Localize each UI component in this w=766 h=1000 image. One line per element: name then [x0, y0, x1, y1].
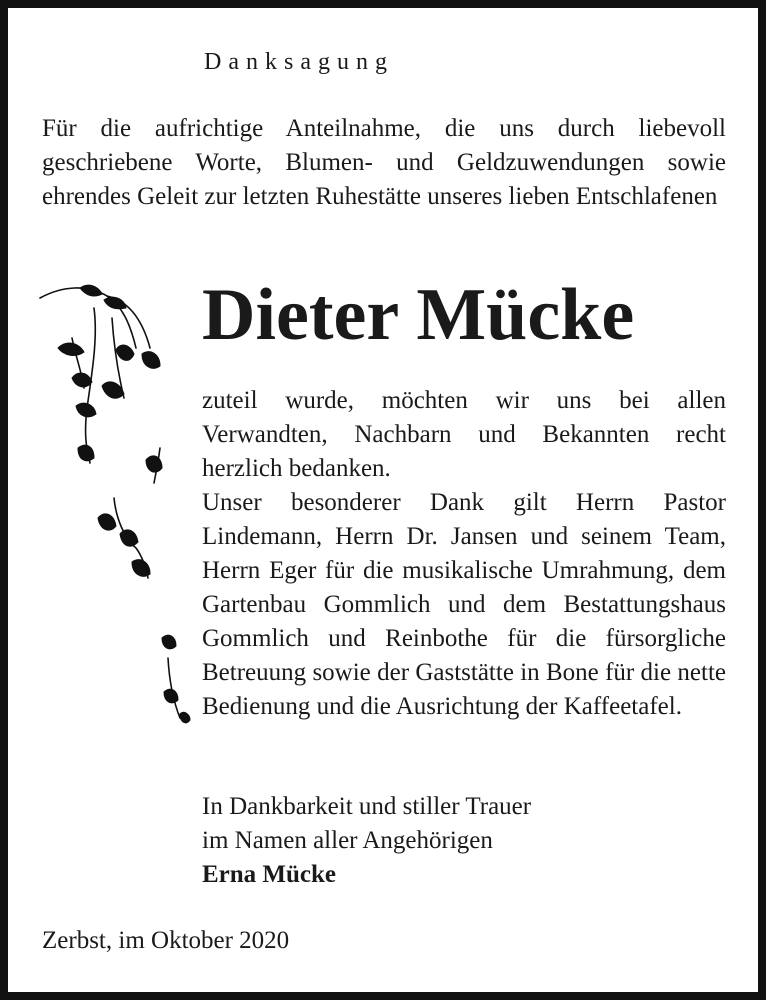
intro-text: Für die aufrichtige Anteilnahme, die uns durch liebevoll geschriebene Worte, Blumen- und Geldzuwendungen sowie ehrendes Geleit zur letzten Ruhestätte unseres lieben Entschlafenen: [42, 115, 726, 210]
place-date: Zerbst, im Oktober 2020: [42, 927, 290, 954]
thanks-paragraph: zuteil wurde, möchten wir uns bei allen Verwandten, Nachbarn und Bekannten recht herzlich bedanken.: [202, 387, 726, 482]
closing-line-1: In Dankbarkeit und stiller Trauer: [202, 793, 532, 820]
special-thanks-paragraph: Unser besonderer Dank gilt Herrn Pastor Lindemann, Herrn Dr. Jansen und seinem Team, Herrn Eger für die musikalische Umrahmung, dem Gartenbau Gommlich und dem Bestattungshaus Gommlich und Reinbothe für die fürsorgliche Betreuung sowie der Gaststätte in Bone für die nette Bedienung und die Ausrichtung der Kaffeetafel.: [202, 489, 726, 720]
signer-name: Erna Mücke: [202, 861, 337, 888]
thanks-body: [202, 384, 726, 724]
closing-line-2: im Namen aller Angehörigen: [202, 827, 493, 854]
closing-block: [202, 790, 531, 892]
notice-title: Danksagung: [204, 49, 394, 75]
deceased-name: Dieter Mücke: [202, 274, 635, 356]
birch-branch-icon: [32, 278, 202, 738]
